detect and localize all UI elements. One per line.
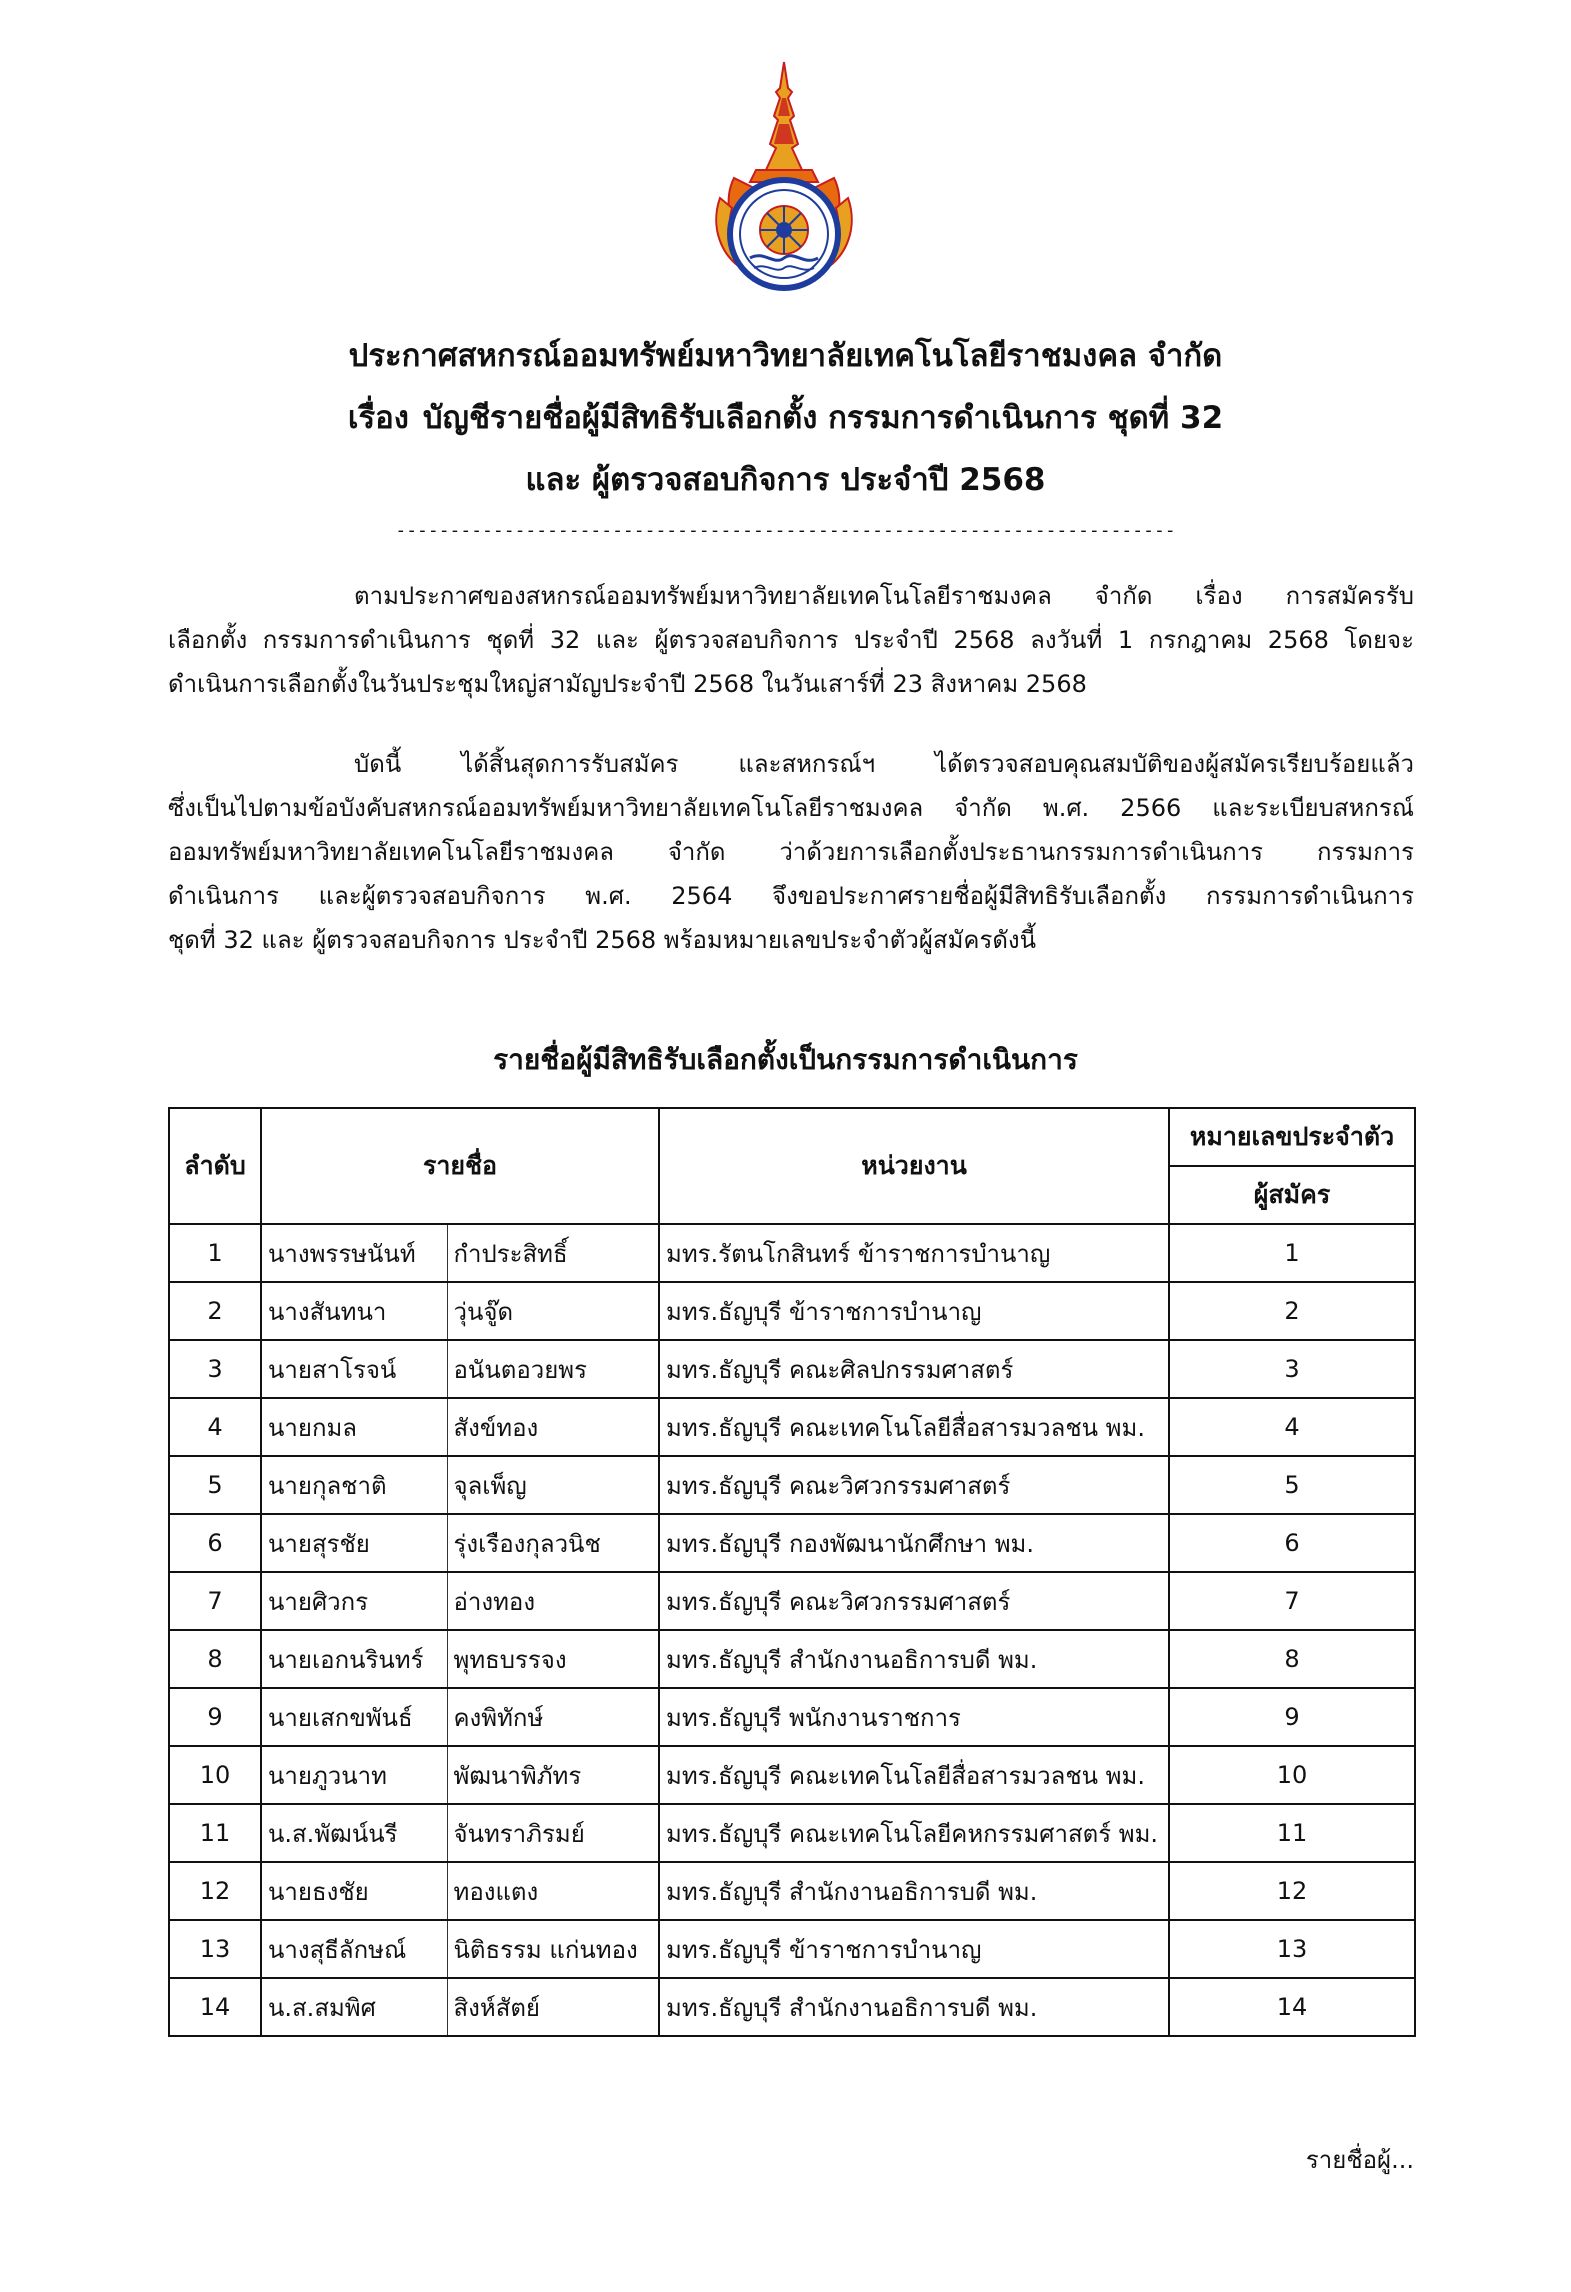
candidate-number: 13 (1169, 1920, 1415, 1978)
first-name: นายสุรชัย (261, 1514, 447, 1572)
candidate-number: 12 (1169, 1862, 1415, 1920)
table-row (169, 1804, 1415, 1862)
row-number: 1 (169, 1224, 261, 1282)
candidate-number: 11 (1169, 1804, 1415, 1862)
last-name: อ่างทอง (447, 1572, 659, 1630)
table-row (169, 1688, 1415, 1746)
row-number: 4 (169, 1398, 261, 1456)
first-name: นายกมล (261, 1398, 447, 1456)
unit: มทร.ธัญบุรี พนักงานราชการ (659, 1688, 1169, 1746)
separator-line: ------------------------------------------------------------------------ (395, 520, 1176, 541)
last-name: พุทธบรรจง (447, 1630, 659, 1688)
last-name: จุลเพ็ญ (447, 1456, 659, 1514)
candidate-number: 10 (1169, 1746, 1415, 1804)
unit: มทร.ธัญบุรี ข้าราชการบำนาญ (659, 1282, 1169, 1340)
table-row (169, 1514, 1415, 1572)
row-number: 14 (169, 1978, 261, 2036)
announcement-title-line2 (0, 396, 1571, 440)
header-name: รายชื่อ (261, 1108, 659, 1224)
candidate-number: 3 (1169, 1340, 1415, 1398)
candidate-table-body (169, 1224, 1415, 2036)
paragraph-line: ซึ่งเป็นไปตามข้อบังคับสหกรณ์ออมทรัพย์มหาวิทยาลัยเทคโนโลยีราชมงคล จำกัด พ.ศ. 2566 และระเบียบสหกรณ์ (168, 794, 1414, 822)
announcement-title-line1: ประกาศสหกรณ์ออมทรัพย์มหาวิทยาลัยเทคโนโลยีราชมงคล จำกัด (348, 338, 1223, 374)
row-number: 13 (169, 1920, 261, 1978)
unit: มทร.ธัญบุรี คณะเทคโนโลยีสื่อสารมวลชน พม. (659, 1746, 1169, 1804)
unit: มทร.ธัญบุรี ข้าราชการบำนาญ (659, 1920, 1169, 1978)
row-number: 8 (169, 1630, 261, 1688)
unit: มทร.รัตนโกสินทร์ ข้าราชการบำนาญ (659, 1224, 1169, 1282)
first-name: น.ส.พัฒน์นรี (261, 1804, 447, 1862)
first-name: นางสันทนา (261, 1282, 447, 1340)
paragraph-reference (168, 574, 1414, 706)
table-row (169, 1862, 1415, 1920)
last-name: นิติธรรม แก่นทอง (447, 1920, 659, 1978)
first-name: นางพรรษนันท์ (261, 1224, 447, 1282)
first-name: นายภูวนาท (261, 1746, 447, 1804)
row-number: 7 (169, 1572, 261, 1630)
first-name: นายธงชัย (261, 1862, 447, 1920)
unit: มทร.ธัญบุรี สำนักงานอธิการบดี พม. (659, 1630, 1169, 1688)
last-name: คงพิทักษ์ (447, 1688, 659, 1746)
paragraph-line: ออมทรัพย์มหาวิทยาลัยเทคโนโลยีราชมงคล จำกัด ว่าด้วยการเลือกตั้งประธานกรรมการดำเนินการ กรรมการ (168, 838, 1414, 866)
unit: มทร.ธัญบุรี กองพัฒนานักศึกษา พม. (659, 1514, 1169, 1572)
candidate-number: 8 (1169, 1630, 1415, 1688)
table-row (169, 1282, 1415, 1340)
header-unit: หน่วยงาน (659, 1108, 1169, 1224)
table-row (169, 1978, 1415, 2036)
row-number: 11 (169, 1804, 261, 1862)
first-name: นางสุธีลักษณ์ (261, 1920, 447, 1978)
candidate-number: 14 (1169, 1978, 1415, 2036)
row-number: 2 (169, 1282, 261, 1340)
paragraph-line: ดำเนินการเลือกตั้งในวันประชุมใหญ่สามัญประจำปี 2568 ในวันเสาร์ที่ 23 สิงหาคม 2568 (168, 670, 1087, 698)
table-row (169, 1224, 1415, 1282)
announcement-title-line3: และ ผู้ตรวจสอบกิจการ ประจำปี 2568 (525, 462, 1046, 498)
row-number: 6 (169, 1514, 261, 1572)
unit: มทร.ธัญบุรี คณะเทคโนโลยีคหกรรมศาสตร์ พม. (659, 1804, 1169, 1862)
header-id-line2: ผู้สมัคร (1169, 1166, 1415, 1224)
row-number: 5 (169, 1456, 261, 1514)
unit: มทร.ธัญบุรี สำนักงานอธิการบดี พม. (659, 1978, 1169, 2036)
table-row (169, 1572, 1415, 1630)
first-name: นายสาโรจน์ (261, 1340, 447, 1398)
row-number: 3 (169, 1340, 261, 1398)
candidate-number: 7 (1169, 1572, 1415, 1630)
first-name: นายศิวกร (261, 1572, 447, 1630)
table-row (169, 1398, 1415, 1456)
paragraph-line: บัดนี้ ได้สิ้นสุดการรับสมัคร และสหกรณ์ฯ ได้ตรวจสอบคุณสมบัติของผู้สมัครเรียบร้อยแล้ว (354, 750, 1414, 778)
candidate-number: 1 (1169, 1224, 1415, 1282)
candidate-number: 5 (1169, 1456, 1415, 1514)
subject-prefix: เรื่อง (347, 400, 409, 436)
paragraph-announcement (168, 742, 1414, 962)
row-number: 12 (169, 1862, 261, 1920)
last-name: สิงห์สัตย์ (447, 1978, 659, 2036)
first-name: นายเสกขพันธ์ (261, 1688, 447, 1746)
subject-text: บัญชีรายชื่อผู้มีสิทธิรับเลือกตั้ง กรรมการดำเนินการ ชุดที่ 32 (422, 400, 1224, 436)
first-name: น.ส.สมพิศ (261, 1978, 447, 2036)
table-row (169, 1920, 1415, 1978)
paragraph-line: ดำเนินการ และผู้ตรวจสอบกิจการ พ.ศ. 2564 จึงขอประกาศรายชื่อผู้มีสิทธิรับเลือกตั้ง กรรมการดำเนินการ (168, 882, 1414, 910)
table-row (169, 1340, 1415, 1398)
last-name: สังข์ทอง (447, 1398, 659, 1456)
unit: มทร.ธัญบุรี คณะวิศวกรรมศาสตร์ (659, 1572, 1169, 1630)
header-id-line1: หมายเลขประจำตัว (1169, 1108, 1415, 1166)
unit: มทร.ธัญบุรี คณะเทคโนโลยีสื่อสารมวลชน พม. (659, 1398, 1169, 1456)
candidate-number: 6 (1169, 1514, 1415, 1572)
rmut-emblem-icon (694, 58, 874, 298)
unit: มทร.ธัญบุรี สำนักงานอธิการบดี พม. (659, 1862, 1169, 1920)
first-name: นายกุลชาติ (261, 1456, 447, 1514)
first-name: นายเอกนรินทร์ (261, 1630, 447, 1688)
candidate-number: 2 (1169, 1282, 1415, 1340)
continuation-note: รายชื่อผู้... (1305, 2146, 1414, 2174)
candidate-number: 4 (1169, 1398, 1415, 1456)
table-row (169, 1746, 1415, 1804)
last-name: ทองแตง (447, 1862, 659, 1920)
last-name: จันทราภิรมย์ (447, 1804, 659, 1862)
header-no: ลำดับ (169, 1108, 261, 1224)
table-title: รายชื่อผู้มีสิทธิรับเลือกตั้งเป็นกรรมการดำเนินการ (493, 1043, 1078, 1076)
unit: มทร.ธัญบุรี คณะวิศวกรรมศาสตร์ (659, 1456, 1169, 1514)
last-name: พัฒนาพิภัทร (447, 1746, 659, 1804)
paragraph-line: ชุดที่ 32 และ ผู้ตรวจสอบกิจการ ประจำปี 2568 พร้อมหมายเลขประจำตัวผู้สมัครดังนี้ (168, 926, 1037, 954)
candidate-number: 9 (1169, 1688, 1415, 1746)
table-row (169, 1630, 1415, 1688)
paragraph-line: เลือกตั้ง กรรมการดำเนินการ ชุดที่ 32 และ ผู้ตรวจสอบกิจการ ประจำปี 2568 ลงวันที่ 1 กรกฎาคม 2568 โดยจะ (168, 626, 1414, 654)
last-name: รุ่งเรืองกุลวนิช (447, 1514, 659, 1572)
row-number: 9 (169, 1688, 261, 1746)
unit: มทร.ธัญบุรี คณะศิลปกรรมศาสตร์ (659, 1340, 1169, 1398)
paragraph-line: ตามประกาศของสหกรณ์ออมทรัพย์มหาวิทยาลัยเทคโนโลยีราชมงคล จำกัด เรื่อง การสมัครรับ (354, 582, 1414, 610)
candidate-table (168, 1107, 1416, 2037)
last-name: อนันตอวยพร (447, 1340, 659, 1398)
last-name: วุ่นจู๊ด (447, 1282, 659, 1340)
row-number: 10 (169, 1746, 261, 1804)
table-row (169, 1456, 1415, 1514)
last-name: กำประสิทธิ์ (447, 1224, 659, 1282)
